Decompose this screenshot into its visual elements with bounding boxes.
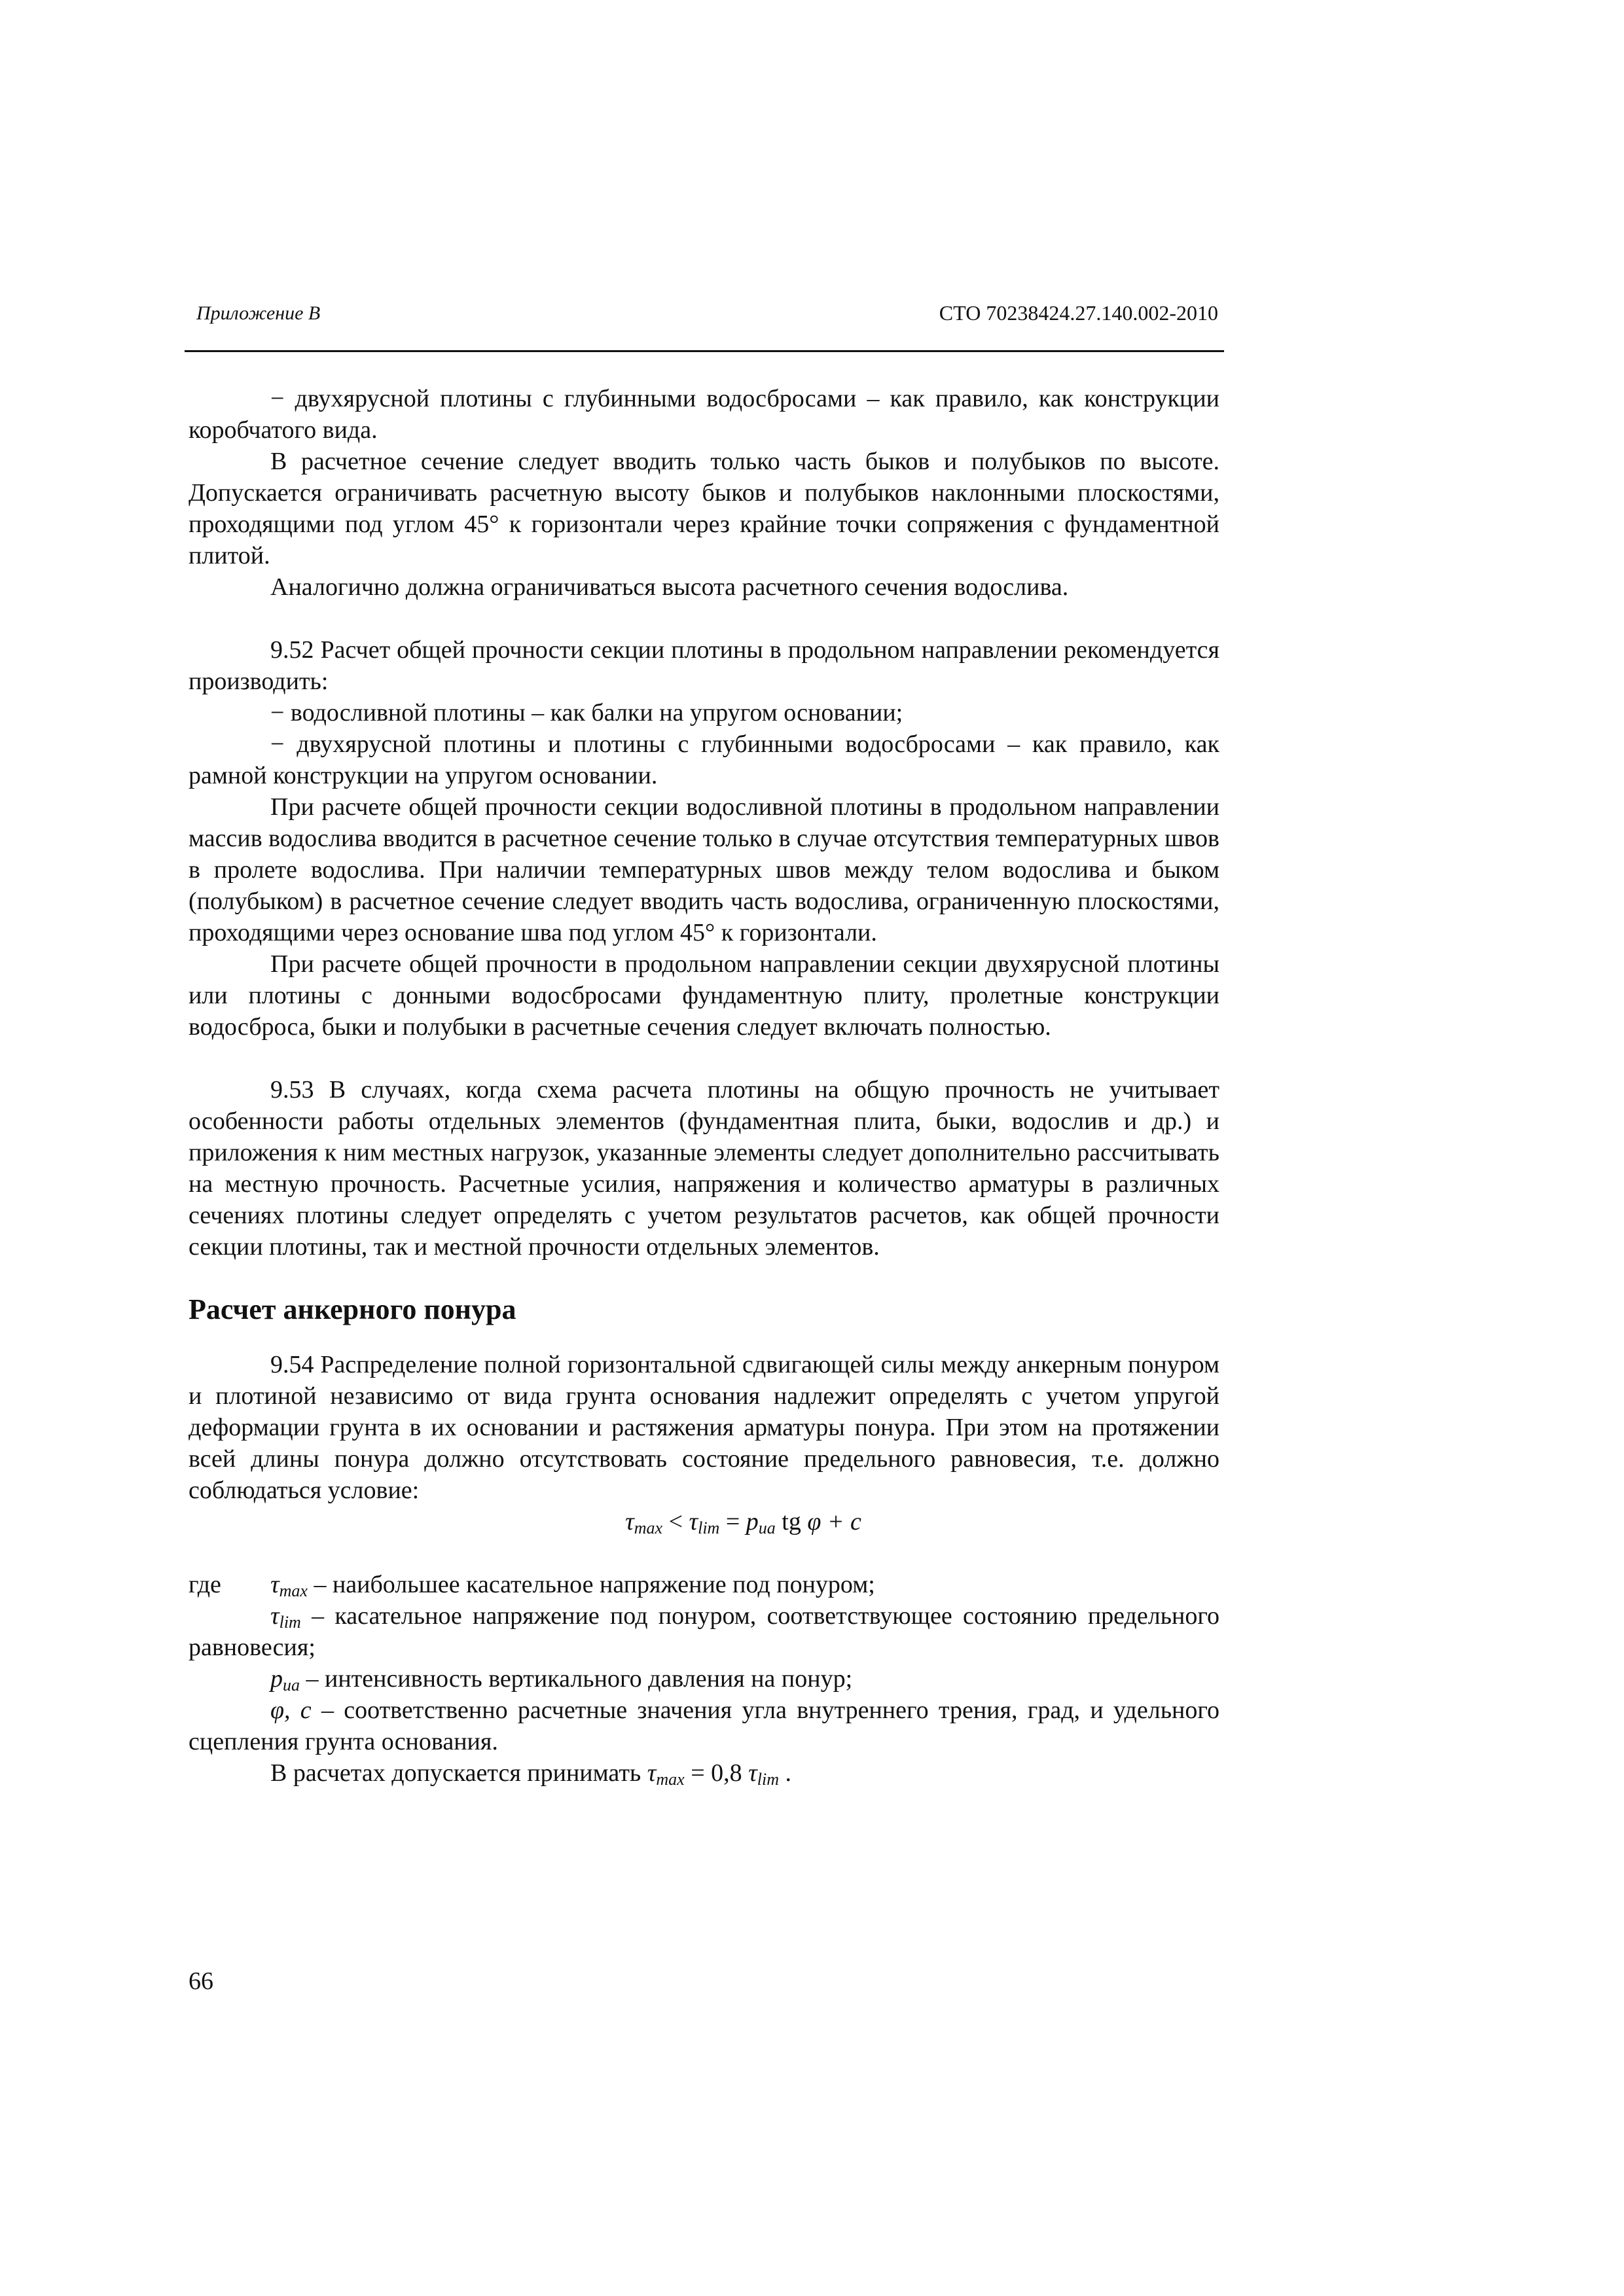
symbol-sub-lim: lim (279, 1613, 301, 1632)
symbol-sub-lim: lim (757, 1770, 779, 1789)
symbol-tau: τ (270, 1602, 280, 1630)
header-appendix-label: Приложение В (196, 302, 321, 324)
symbol-tau: τ (270, 1571, 280, 1598)
symbol-sub-ua: ua (283, 1676, 300, 1695)
where-lim (189, 1600, 1219, 1663)
formula (189, 1506, 1219, 1537)
section-heading: Расчет анкерного понура (189, 1293, 516, 1325)
where-max-desc: – наибольшее касательное напряжение под понуром; (307, 1571, 875, 1598)
paragraph-two-tier-section: При расчете общей прочности в продольном направлении секции двухярусной плотины или плотины с донными водосбросами фундаментную плиту, пролетные конструкции водосброса, быки и полубыки в расчетные сечения следует включать полностью. (189, 950, 1219, 1041)
final-end: . (778, 1759, 791, 1787)
symbol-phi-c: φ, c (270, 1696, 312, 1724)
symbol-p: p (270, 1665, 283, 1693)
where-pua-desc: – интенсивность вертикального давления на понур; (300, 1665, 853, 1693)
paragraph-1: − двухярусной плотины с глубинными водосбросами – как правило, как конструкции коробчатого вида. (189, 385, 1219, 444)
formula-p: p (746, 1508, 759, 1535)
formula-tau: τ (625, 1508, 634, 1535)
symbol-tau: τ (647, 1759, 657, 1787)
paragraph-9-52: 9.52 Расчет общей прочности секции плотины в продольном направлении рекомендуется производить: (189, 636, 1219, 695)
paragraph-9-53: 9.53 В случаях, когда схема расчета плотины на общую прочность не учитывает особенности работы отдельных элементов (фундаментная плита, быки, водослив и др.) и приложения к ним местных нагрузок, указанные элементы следует дополнительно рассчитывать на местную прочность. Расчетные усилия, напряжения и количество арматуры в различных сечениях плотины следует определять с учетом результатов расчетов, как общей прочности секции плотины, так и местной прочности отдельных элементов. (189, 1076, 1219, 1261)
formula-phi-c: φ + c (807, 1508, 861, 1535)
formula-sub-ua: ua (758, 1518, 776, 1537)
list-item-two-tier-dam: − двухярусной плотины и плотины с глубинными водосбросами – как правило, как рамной конструкции на упругом основании. (189, 730, 1219, 789)
where-label: где (189, 1571, 221, 1598)
formula-lt: < (662, 1508, 689, 1535)
where-row-max (189, 1569, 1219, 1600)
where-max-text (270, 1569, 875, 1600)
paragraph-spillway-section: При расчете общей прочности секции водосливной плотины в продольном направлении массив водослива вводится в расчетное сечение только в случае отсутствия температурных швов в пролете водослива. При наличии температурных швов между телом водослива и быком (полубыком) в расчетное сечение следует вводить часть водослива, ограниченную плоскостями, проходящими через основание шва под углом 45° к горизонтали. (189, 793, 1219, 946)
page-number: 66 (189, 1967, 213, 1995)
formula-sub-lim: lim (698, 1518, 720, 1537)
formula-tg: tg (775, 1508, 808, 1535)
paragraph-3: Аналогично должна ограничиваться высота расчетного сечения водослива. (270, 573, 1069, 601)
paragraph-9-54: 9.54 Распределение полной горизонтальной сдвигающей силы между анкерным понуром и плотиной независимо от вида грунта основания надлежит определять с учетом упругой деформации грунта в их основании и растяжения арматуры понура. При этом на протяжении всей длины понура должно отсутствовать состояние предельного равновесия, т.е. должно соблюдаться условие: (189, 1351, 1219, 1504)
final-mid: = 0,8 (684, 1759, 749, 1787)
where-pua (189, 1663, 1219, 1695)
final-lead: В расчетах допускается принимать (270, 1759, 647, 1787)
spacer (189, 603, 1219, 634)
symbol-sub-max: max (656, 1770, 685, 1789)
paragraph-2: В расчетное сечение следует вводить только часть быков и полубыков по высоте. Допускается ограничивать расчетную высоту быков и полубыков наклонными плоскостями, проходящими под углом 45° к горизонтали через крайние точки сопряжения с фундаментной плитой. (189, 448, 1219, 569)
formula-tau: τ (689, 1508, 698, 1535)
where-phi-c-desc: – соответственно расчетные значения угла внутреннего трения, град, и удельного сцепления грунта основания. (189, 1696, 1219, 1755)
where-phi-c (189, 1695, 1219, 1757)
formula-sub-max: max (634, 1518, 663, 1537)
final-paragraph (189, 1757, 1219, 1789)
spacer (189, 1043, 1219, 1074)
symbol-sub-max: max (279, 1581, 308, 1600)
list-item-spillway-dam: − водосливной плотины – как балки на упругом основании; (270, 699, 903, 726)
symbol-tau: τ (748, 1759, 757, 1787)
formula-eq: = (719, 1508, 746, 1535)
header-rule (185, 350, 1224, 352)
where-lim-desc: – касательное напряжение под понуром, соответствующее состоянию предельного равновесия; (189, 1602, 1219, 1661)
header-standard-code: СТО 70238424.27.140.002-2010 (939, 301, 1218, 325)
document-body (189, 383, 1219, 1789)
